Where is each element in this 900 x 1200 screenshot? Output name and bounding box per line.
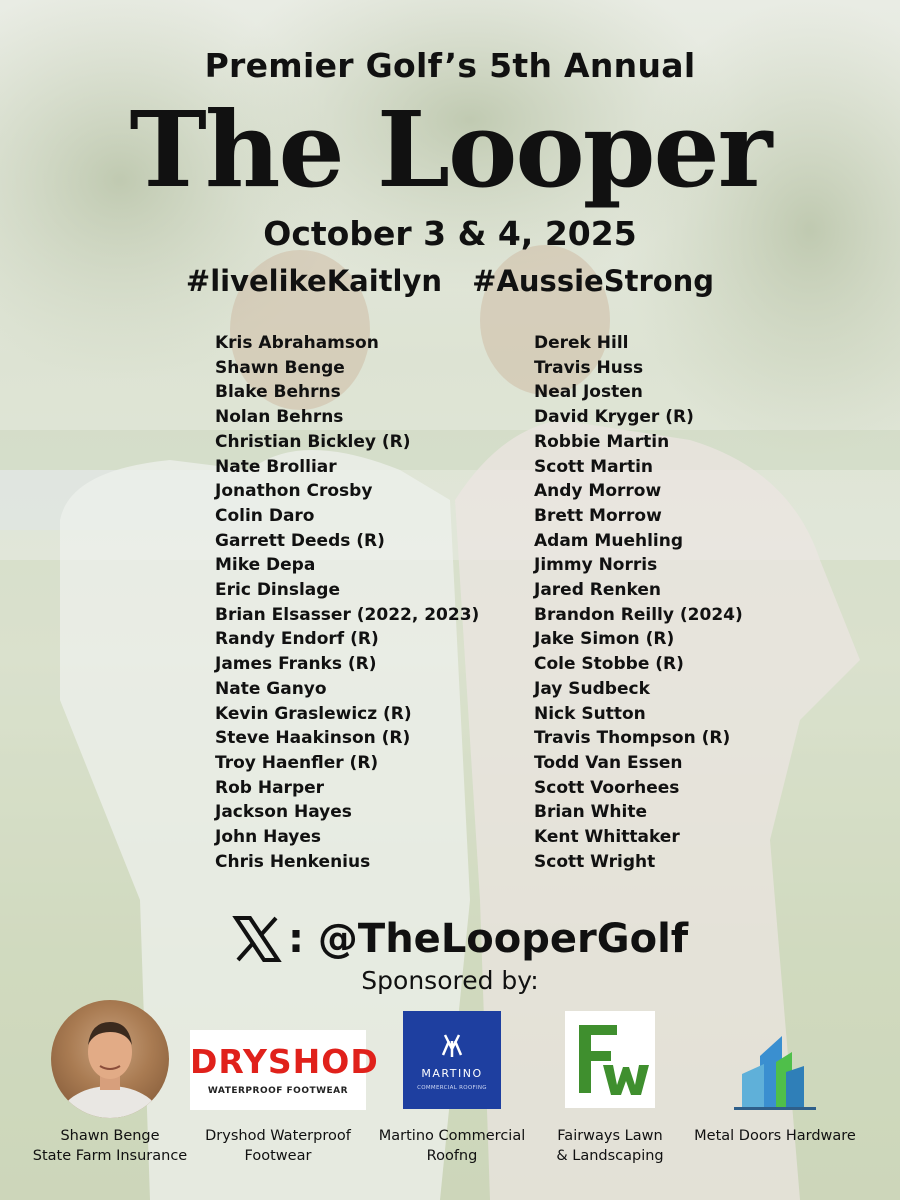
player-name: Mike Depa	[215, 555, 316, 576]
player-name: Robbie Martin	[534, 431, 670, 452]
player-name: Andy Morrow	[534, 481, 662, 502]
player-name: Travis Huss	[534, 357, 644, 378]
sponsored-heading: Sponsored by:	[361, 966, 539, 995]
event-subtitle: Premier Golf’s 5th Annual	[204, 46, 696, 85]
player-name: Todd Van Essen	[534, 752, 683, 773]
sponsor-caption: Martino Commercial Roofng	[378, 1128, 526, 1164]
player-list-right	[534, 331, 743, 874]
player-name: Scott Martin	[534, 456, 653, 477]
dryshod-logo	[190, 1030, 379, 1110]
sponsor-caption: Metal Doors Hardware	[694, 1128, 856, 1144]
player-name: Brian White	[534, 802, 647, 823]
player-name: Brandon Reilly (2024)	[534, 604, 743, 625]
player-name: Nate Brolliar	[215, 456, 337, 477]
player-list-left	[215, 331, 479, 874]
player-name: Garrett Deeds (R)	[215, 530, 385, 551]
player-name: Kevin Graslewicz (R)	[215, 703, 412, 724]
social-handle-row[interactable]	[230, 912, 688, 966]
player-name: Brett Morrow	[534, 505, 662, 526]
player-name: Christian Bickley (R)	[215, 431, 411, 452]
player-name: Scott Wright	[534, 851, 656, 872]
player-name: Adam Muehling	[534, 530, 684, 551]
player-name: Troy Haenfler (R)	[215, 752, 379, 773]
x-logo-icon	[230, 912, 284, 966]
player-name: Jackson Hayes	[215, 802, 352, 823]
hashtag-aussiestrong[interactable]: #AussieStrong	[472, 264, 715, 298]
player-name: Rob Harper	[215, 777, 325, 798]
player-name: Derek Hill	[534, 333, 629, 353]
player-name: Randy Endorf (R)	[215, 629, 379, 650]
metal-doors-logo	[730, 1022, 820, 1112]
player-name: Jared Renken	[534, 580, 662, 601]
player-name: Steve Haakinson (R)	[215, 728, 411, 749]
player-name: Brian Elsasser (2022, 2023)	[215, 604, 480, 625]
player-name: Nate Ganyo	[215, 678, 327, 699]
player-name: Jake Simon (R)	[534, 629, 675, 650]
portrait-photo	[51, 1000, 169, 1118]
player-name: Colin Daro	[215, 505, 315, 526]
player-name: Jonathon Crosby	[215, 481, 373, 502]
player-name: Scott Voorhees	[534, 777, 680, 798]
player-name: Travis Thompson (R)	[534, 728, 731, 749]
event-dates: October 3 & 4, 2025	[263, 214, 637, 253]
player-name: James Franks (R)	[215, 654, 377, 675]
martino-logo	[403, 1011, 501, 1109]
hashtag-livelikekaitlyn[interactable]: #livelikeKaitlyn	[185, 264, 443, 298]
sponsor-caption: Fairways Lawn & Landscaping	[556, 1128, 664, 1164]
player-name: Nick Sutton	[534, 703, 646, 724]
player-name: Blake Behrns	[215, 382, 341, 403]
martino-logo-tagline: COMMERCIAL ROOFING	[417, 1085, 487, 1091]
fairways-logo	[565, 1011, 655, 1108]
dryshod-logo-word: DRYSHOD	[190, 1042, 379, 1081]
player-name: David Kryger (R)	[534, 407, 694, 428]
sponsor-caption: Dryshod Waterproof Footwear	[205, 1128, 351, 1164]
player-name: Jimmy Norris	[534, 555, 658, 576]
event-title: The Looper	[129, 88, 771, 211]
sponsor-caption: Shawn Benge State Farm Insurance	[32, 1128, 188, 1164]
player-name: Kris Abrahamson	[215, 333, 379, 353]
player-name: Chris Henkenius	[215, 851, 371, 872]
dryshod-logo-tagline: WATERPROOF FOOTWEAR	[207, 1086, 349, 1096]
player-name: Neal Josten	[534, 382, 643, 403]
player-name: John Hayes	[215, 827, 322, 848]
player-name: Jay Sudbeck	[534, 678, 650, 699]
player-name: Eric Dinslage	[215, 580, 340, 601]
player-name: Shawn Benge	[215, 357, 345, 378]
martino-logo-word: MARTINO	[421, 1067, 483, 1080]
hashtag-row	[0, 264, 900, 298]
social-handle[interactable]: : @TheLooperGolf	[288, 916, 689, 962]
player-name: Cole Stobbe (R)	[534, 654, 684, 675]
player-name: Nolan Behrns	[215, 407, 344, 428]
player-name: Kent Whittaker	[534, 827, 680, 848]
